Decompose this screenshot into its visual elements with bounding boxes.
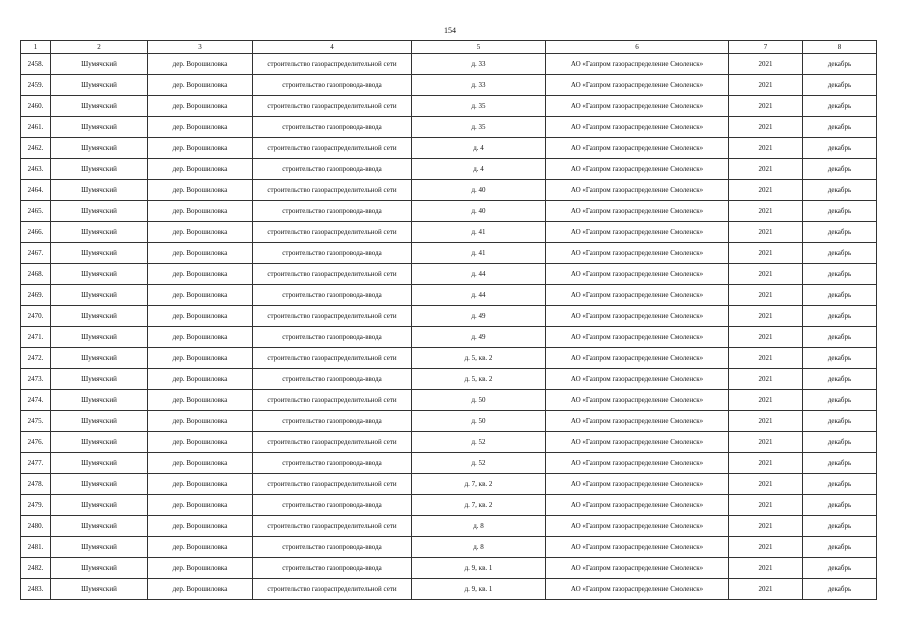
year-cell: 2021 [729, 495, 803, 516]
address-cell: д. 33 [412, 54, 546, 75]
year-cell: 2021 [729, 369, 803, 390]
district-cell: Шумячский [51, 411, 148, 432]
year-cell: 2021 [729, 348, 803, 369]
organization-cell: АО «Газпром газораспределение Смоленск» [546, 96, 729, 117]
work-type-cell: строительство газопровода-ввода [253, 117, 412, 138]
settlement-cell: дер. Ворошиловка [148, 180, 253, 201]
register-table [20, 40, 877, 600]
row-number-cell: 2461. [21, 117, 51, 138]
column-header: 8 [803, 41, 877, 54]
work-type-cell: строительство газопровода-ввода [253, 495, 412, 516]
month-cell: декабрь [803, 390, 877, 411]
row-number-cell: 2482. [21, 558, 51, 579]
settlement-cell: дер. Ворошиловка [148, 516, 253, 537]
month-cell: декабрь [803, 432, 877, 453]
address-cell: д. 35 [412, 96, 546, 117]
year-cell: 2021 [729, 222, 803, 243]
settlement-cell: дер. Ворошиловка [148, 369, 253, 390]
year-cell: 2021 [729, 180, 803, 201]
work-type-cell: строительство газораспределительной сети [253, 516, 412, 537]
organization-cell: АО «Газпром газораспределение Смоленск» [546, 348, 729, 369]
organization-cell: АО «Газпром газораспределение Смоленск» [546, 369, 729, 390]
district-cell: Шумячский [51, 579, 148, 600]
month-cell: декабрь [803, 54, 877, 75]
organization-cell: АО «Газпром газораспределение Смоленск» [546, 180, 729, 201]
month-cell: декабрь [803, 369, 877, 390]
address-cell: д. 8 [412, 537, 546, 558]
work-type-cell: строительство газораспределительной сети [253, 264, 412, 285]
month-cell: декабрь [803, 138, 877, 159]
work-type-cell: строительство газораспределительной сети [253, 138, 412, 159]
organization-cell: АО «Газпром газораспределение Смоленск» [546, 243, 729, 264]
month-cell: декабрь [803, 222, 877, 243]
table-row [21, 579, 877, 600]
table-row [21, 138, 877, 159]
organization-cell: АО «Газпром газораспределение Смоленск» [546, 558, 729, 579]
column-header: 4 [253, 41, 412, 54]
month-cell: декабрь [803, 75, 877, 96]
district-cell: Шумячский [51, 264, 148, 285]
settlement-cell: дер. Ворошиловка [148, 75, 253, 96]
settlement-cell: дер. Ворошиловка [148, 306, 253, 327]
year-cell: 2021 [729, 432, 803, 453]
work-type-cell: строительство газопровода-ввода [253, 558, 412, 579]
district-cell: Шумячский [51, 537, 148, 558]
work-type-cell: строительство газораспределительной сети [253, 96, 412, 117]
column-header: 5 [412, 41, 546, 54]
month-cell: декабрь [803, 537, 877, 558]
work-type-cell: строительство газопровода-ввода [253, 75, 412, 96]
district-cell: Шумячский [51, 558, 148, 579]
table-row [21, 327, 877, 348]
address-cell: д. 44 [412, 264, 546, 285]
work-type-cell: строительство газораспределительной сети [253, 306, 412, 327]
month-cell: декабрь [803, 306, 877, 327]
work-type-cell: строительство газопровода-ввода [253, 201, 412, 222]
table-row [21, 96, 877, 117]
year-cell: 2021 [729, 516, 803, 537]
district-cell: Шумячский [51, 348, 148, 369]
settlement-cell: дер. Ворошиловка [148, 558, 253, 579]
organization-cell: АО «Газпром газораспределение Смоленск» [546, 495, 729, 516]
organization-cell: АО «Газпром газораспределение Смоленск» [546, 159, 729, 180]
district-cell: Шумячский [51, 96, 148, 117]
work-type-cell: строительство газопровода-ввода [253, 159, 412, 180]
year-cell: 2021 [729, 96, 803, 117]
address-cell: д. 41 [412, 243, 546, 264]
month-cell: декабрь [803, 495, 877, 516]
table-row [21, 180, 877, 201]
row-number-cell: 2467. [21, 243, 51, 264]
year-cell: 2021 [729, 453, 803, 474]
month-cell: декабрь [803, 117, 877, 138]
table-header [21, 41, 877, 54]
settlement-cell: дер. Ворошиловка [148, 54, 253, 75]
address-cell: д. 50 [412, 411, 546, 432]
column-header: 2 [51, 41, 148, 54]
row-number-cell: 2464. [21, 180, 51, 201]
organization-cell: АО «Газпром газораспределение Смоленск» [546, 390, 729, 411]
district-cell: Шумячский [51, 222, 148, 243]
organization-cell: АО «Газпром газораспределение Смоленск» [546, 432, 729, 453]
table-row [21, 474, 877, 495]
year-cell: 2021 [729, 54, 803, 75]
settlement-cell: дер. Ворошиловка [148, 138, 253, 159]
organization-cell: АО «Газпром газораспределение Смоленск» [546, 285, 729, 306]
settlement-cell: дер. Ворошиловка [148, 243, 253, 264]
table-row [21, 558, 877, 579]
table-row [21, 453, 877, 474]
district-cell: Шумячский [51, 285, 148, 306]
table-row [21, 264, 877, 285]
work-type-cell: строительство газопровода-ввода [253, 327, 412, 348]
column-header: 6 [546, 41, 729, 54]
settlement-cell: дер. Ворошиловка [148, 222, 253, 243]
row-number-cell: 2483. [21, 579, 51, 600]
work-type-cell: строительство газопровода-ввода [253, 411, 412, 432]
month-cell: декабрь [803, 264, 877, 285]
month-cell: декабрь [803, 201, 877, 222]
row-number-cell: 2465. [21, 201, 51, 222]
organization-cell: АО «Газпром газораспределение Смоленск» [546, 474, 729, 495]
table-row [21, 495, 877, 516]
month-cell: декабрь [803, 327, 877, 348]
organization-cell: АО «Газпром газораспределение Смоленск» [546, 537, 729, 558]
work-type-cell: строительство газопровода-ввода [253, 285, 412, 306]
table-body [21, 54, 877, 600]
row-number-cell: 2471. [21, 327, 51, 348]
work-type-cell: строительство газораспределительной сети [253, 348, 412, 369]
table-row [21, 54, 877, 75]
month-cell: декабрь [803, 159, 877, 180]
year-cell: 2021 [729, 558, 803, 579]
row-number-cell: 2460. [21, 96, 51, 117]
address-cell: д. 4 [412, 138, 546, 159]
work-type-cell: строительство газораспределительной сети [253, 180, 412, 201]
row-number-cell: 2477. [21, 453, 51, 474]
settlement-cell: дер. Ворошиловка [148, 432, 253, 453]
address-cell: д. 9, кв. 1 [412, 558, 546, 579]
address-cell: д. 52 [412, 453, 546, 474]
address-cell: д. 40 [412, 180, 546, 201]
settlement-cell: дер. Ворошиловка [148, 264, 253, 285]
row-number-cell: 2476. [21, 432, 51, 453]
row-number-cell: 2473. [21, 369, 51, 390]
month-cell: декабрь [803, 579, 877, 600]
row-number-cell: 2472. [21, 348, 51, 369]
month-cell: декабрь [803, 558, 877, 579]
month-cell: декабрь [803, 96, 877, 117]
page-number: 154 [444, 26, 456, 35]
row-number-cell: 2466. [21, 222, 51, 243]
row-number-cell: 2468. [21, 264, 51, 285]
settlement-cell: дер. Ворошиловка [148, 159, 253, 180]
year-cell: 2021 [729, 411, 803, 432]
district-cell: Шумячский [51, 117, 148, 138]
table-row [21, 306, 877, 327]
year-cell: 2021 [729, 306, 803, 327]
row-number-cell: 2478. [21, 474, 51, 495]
column-header: 1 [21, 41, 51, 54]
district-cell: Шумячский [51, 474, 148, 495]
organization-cell: АО «Газпром газораспределение Смоленск» [546, 264, 729, 285]
row-number-cell: 2470. [21, 306, 51, 327]
district-cell: Шумячский [51, 390, 148, 411]
organization-cell: АО «Газпром газораспределение Смоленск» [546, 54, 729, 75]
district-cell: Шумячский [51, 201, 148, 222]
organization-cell: АО «Газпром газораспределение Смоленск» [546, 222, 729, 243]
address-cell: д. 40 [412, 201, 546, 222]
month-cell: декабрь [803, 411, 877, 432]
row-number-cell: 2480. [21, 516, 51, 537]
work-type-cell: строительство газораспределительной сети [253, 474, 412, 495]
year-cell: 2021 [729, 201, 803, 222]
organization-cell: АО «Газпром газораспределение Смоленск» [546, 516, 729, 537]
organization-cell: АО «Газпром газораспределение Смоленск» [546, 306, 729, 327]
district-cell: Шумячский [51, 306, 148, 327]
table-row [21, 432, 877, 453]
address-cell: д. 8 [412, 516, 546, 537]
table-row [21, 285, 877, 306]
year-cell: 2021 [729, 474, 803, 495]
settlement-cell: дер. Ворошиловка [148, 96, 253, 117]
work-type-cell: строительство газопровода-ввода [253, 369, 412, 390]
table-row [21, 348, 877, 369]
month-cell: декабрь [803, 243, 877, 264]
settlement-cell: дер. Ворошиловка [148, 117, 253, 138]
year-cell: 2021 [729, 138, 803, 159]
address-cell: д. 7, кв. 2 [412, 474, 546, 495]
table-row [21, 159, 877, 180]
work-type-cell: строительство газораспределительной сети [253, 432, 412, 453]
table-row [21, 201, 877, 222]
table-row [21, 516, 877, 537]
row-number-cell: 2481. [21, 537, 51, 558]
work-type-cell: строительство газораспределительной сети [253, 390, 412, 411]
row-number-cell: 2474. [21, 390, 51, 411]
row-number-cell: 2462. [21, 138, 51, 159]
year-cell: 2021 [729, 159, 803, 180]
district-cell: Шумячский [51, 159, 148, 180]
settlement-cell: дер. Ворошиловка [148, 348, 253, 369]
month-cell: декабрь [803, 516, 877, 537]
year-cell: 2021 [729, 579, 803, 600]
settlement-cell: дер. Ворошиловка [148, 201, 253, 222]
row-number-cell: 2475. [21, 411, 51, 432]
district-cell: Шумячский [51, 138, 148, 159]
district-cell: Шумячский [51, 453, 148, 474]
settlement-cell: дер. Ворошиловка [148, 537, 253, 558]
organization-cell: АО «Газпром газораспределение Смоленск» [546, 579, 729, 600]
year-cell: 2021 [729, 243, 803, 264]
settlement-cell: дер. Ворошиловка [148, 495, 253, 516]
table-row [21, 222, 877, 243]
table-row [21, 411, 877, 432]
district-cell: Шумячский [51, 75, 148, 96]
settlement-cell: дер. Ворошиловка [148, 579, 253, 600]
district-cell: Шумячский [51, 243, 148, 264]
organization-cell: АО «Газпром газораспределение Смоленск» [546, 138, 729, 159]
year-cell: 2021 [729, 390, 803, 411]
table-row [21, 537, 877, 558]
address-cell: д. 41 [412, 222, 546, 243]
district-cell: Шумячский [51, 327, 148, 348]
address-cell: д. 49 [412, 306, 546, 327]
address-cell: д. 4 [412, 159, 546, 180]
year-cell: 2021 [729, 117, 803, 138]
work-type-cell: строительство газораспределительной сети [253, 54, 412, 75]
address-cell: д. 7, кв. 2 [412, 495, 546, 516]
organization-cell: АО «Газпром газораспределение Смоленск» [546, 453, 729, 474]
address-cell: д. 35 [412, 117, 546, 138]
table-row [21, 75, 877, 96]
table-row [21, 117, 877, 138]
table-row [21, 369, 877, 390]
settlement-cell: дер. Ворошиловка [148, 390, 253, 411]
organization-cell: АО «Газпром газораспределение Смоленск» [546, 411, 729, 432]
row-number-cell: 2458. [21, 54, 51, 75]
year-cell: 2021 [729, 537, 803, 558]
organization-cell: АО «Газпром газораспределение Смоленск» [546, 75, 729, 96]
row-number-cell: 2479. [21, 495, 51, 516]
row-number-cell: 2469. [21, 285, 51, 306]
month-cell: декабрь [803, 285, 877, 306]
organization-cell: АО «Газпром газораспределение Смоленск» [546, 117, 729, 138]
settlement-cell: дер. Ворошиловка [148, 285, 253, 306]
header-row [21, 41, 877, 54]
year-cell: 2021 [729, 327, 803, 348]
year-cell: 2021 [729, 264, 803, 285]
work-type-cell: строительство газопровода-ввода [253, 453, 412, 474]
address-cell: д. 9, кв. 1 [412, 579, 546, 600]
month-cell: декабрь [803, 180, 877, 201]
district-cell: Шумячский [51, 369, 148, 390]
settlement-cell: дер. Ворошиловка [148, 474, 253, 495]
column-header: 7 [729, 41, 803, 54]
year-cell: 2021 [729, 75, 803, 96]
district-cell: Шумячский [51, 54, 148, 75]
table-row [21, 390, 877, 411]
year-cell: 2021 [729, 285, 803, 306]
district-cell: Шумячский [51, 516, 148, 537]
district-cell: Шумячский [51, 432, 148, 453]
month-cell: декабрь [803, 453, 877, 474]
work-type-cell: строительство газораспределительной сети [253, 222, 412, 243]
work-type-cell: строительство газопровода-ввода [253, 537, 412, 558]
month-cell: декабрь [803, 348, 877, 369]
column-header: 3 [148, 41, 253, 54]
district-cell: Шумячский [51, 495, 148, 516]
month-cell: декабрь [803, 474, 877, 495]
address-cell: д. 49 [412, 327, 546, 348]
address-cell: д. 52 [412, 432, 546, 453]
organization-cell: АО «Газпром газораспределение Смоленск» [546, 201, 729, 222]
row-number-cell: 2463. [21, 159, 51, 180]
address-cell: д. 33 [412, 75, 546, 96]
settlement-cell: дер. Ворошиловка [148, 453, 253, 474]
address-cell: д. 5, кв. 2 [412, 348, 546, 369]
district-cell: Шумячский [51, 180, 148, 201]
address-cell: д. 50 [412, 390, 546, 411]
settlement-cell: дер. Ворошиловка [148, 411, 253, 432]
address-cell: д. 5, кв. 2 [412, 369, 546, 390]
work-type-cell: строительство газопровода-ввода [253, 243, 412, 264]
address-cell: д. 44 [412, 285, 546, 306]
table-row [21, 243, 877, 264]
work-type-cell: строительство газораспределительной сети [253, 579, 412, 600]
settlement-cell: дер. Ворошиловка [148, 327, 253, 348]
row-number-cell: 2459. [21, 75, 51, 96]
organization-cell: АО «Газпром газораспределение Смоленск» [546, 327, 729, 348]
